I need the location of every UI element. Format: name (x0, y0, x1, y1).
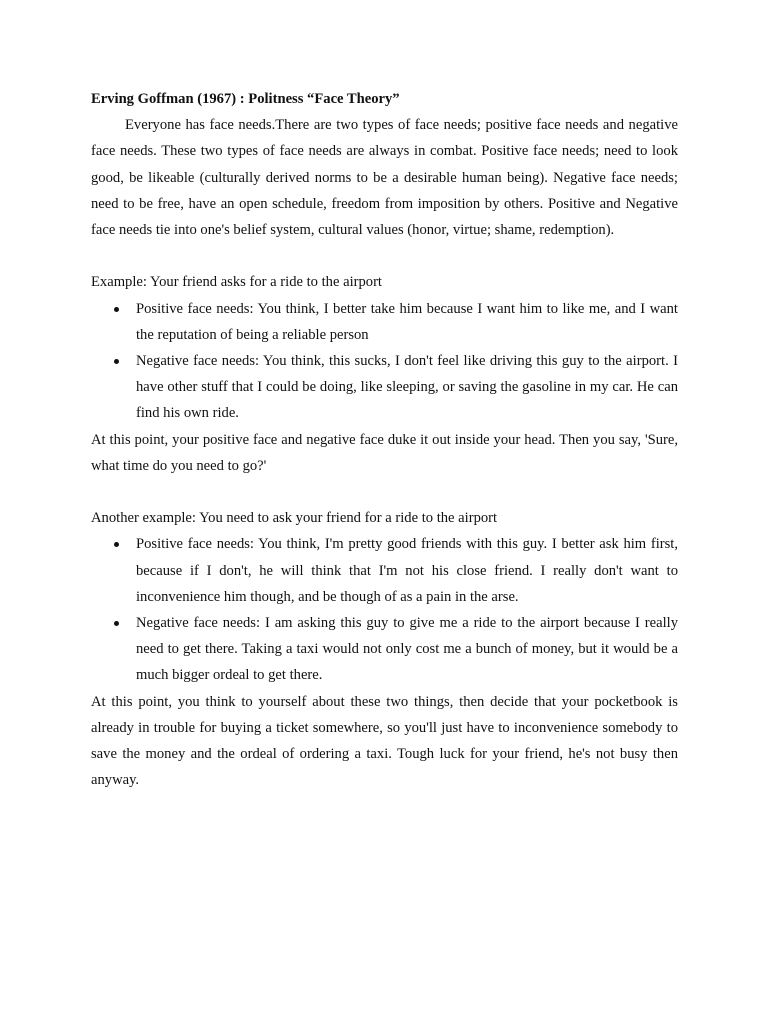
document-title: Erving Goffman (1967) : Politness “Face Theory” (91, 91, 400, 107)
list-item-text: Positive face needs: You think, I better take him because I want him to like me, and I want the reputation of being a reliable person (136, 300, 678, 343)
bullet-icon (114, 307, 119, 312)
example-1-heading: Example: Your friend asks for a ride to the airport (91, 274, 382, 291)
list-item (91, 531, 678, 610)
example-2-bullet-list (91, 531, 678, 688)
spacer (91, 243, 678, 269)
example-1-conclusion: At this point, your positive face and negative face duke it out inside your head. Then you say, 'Sure, what time do you need to go?' (91, 431, 678, 474)
example-2-conclusion: At this point, you think to yourself about these two things, then decide that your pocketbook is already in trouble for buying a ticket somewhere, so you'll just have to inconvenience somebody to save the money and the ordeal of ordering a taxi. Tough luck for your friend, he's not busy then anyway. (91, 693, 678, 789)
intro-paragraph: Everyone has face needs.There are two types of face needs; positive face needs and negative face needs. These two types of face needs are always in combat. Positive face needs; need to look good, be likeable (culturally derived norms to be a desirable human being). Negative face needs; need to be free, have an open schedule, freedom from imposition by others. Positive and Negative face needs tie into one's belief system, cultural values (honor, virtue; shame, redemption). (91, 117, 678, 239)
list-item-text: Negative face needs: You think, this sucks, I don't feel like driving this guy to the airport. I have other stuff that I could be doing, like sleeping, or saving the gasoline in my car. He can find his own ride. (136, 353, 678, 422)
spacer (91, 479, 678, 505)
example-2-heading: Another example: You need to ask your friend for a ride to the airport (91, 510, 498, 527)
list-item-text: Negative face needs: I am asking this guy to give me a ride to the airport because I really need to get there. Taking a taxi would not only cost me a bunch of money, but it would be a much bigger ordeal to get there. (136, 615, 678, 684)
list-item (91, 296, 678, 348)
bullet-icon (114, 359, 119, 364)
example-1-bullet-list (91, 296, 678, 427)
list-item-text: Positive face needs: You think, I'm pretty good friends with this guy. I better ask him first, because if I don't, he will think that I'm not his close friend. I really don't want to inconvenience him though, and be though of as a pain in the arse. (136, 536, 678, 605)
list-item (91, 610, 678, 689)
document-page (91, 86, 678, 793)
list-item (91, 348, 678, 427)
bullet-icon (114, 542, 119, 547)
bullet-icon (114, 621, 119, 626)
